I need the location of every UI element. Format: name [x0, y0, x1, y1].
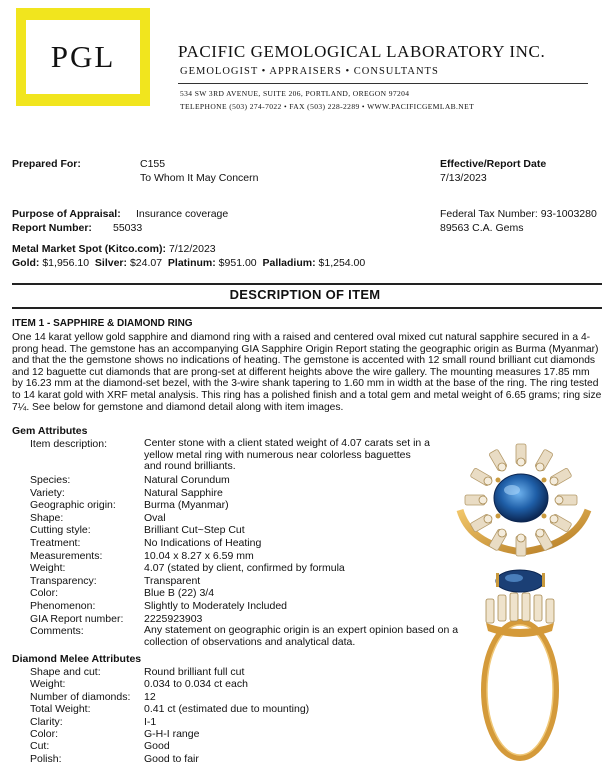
metal-spot-date: 7/12/2023 [168, 243, 216, 255]
item-description-line: Center stone with a client stated weight of 4.07 carats set in a [144, 437, 430, 449]
prepared-for-name: To Whom It May Concern [140, 172, 259, 184]
melee-attribute-value: 0.41 ct (estimated due to mounting) [144, 703, 310, 716]
prepared-for-id: C155 [140, 158, 166, 170]
silver-value: $24.07 [129, 257, 163, 269]
gem-attribute-value: Natural Corundum [144, 474, 230, 486]
metal-spot-line [12, 243, 216, 255]
melee-attribute-label: Total Weight: [30, 703, 91, 716]
gem-attribute-value: Brilliant Cut~Step Cut [144, 524, 245, 537]
platinum-value: $951.00 [218, 257, 257, 269]
federal-tax-number: Federal Tax Number: 93-1003280 [440, 208, 597, 220]
description-top-rule [12, 283, 602, 285]
gem-attribute-label: Weight: [30, 562, 66, 575]
lab-address: 534 SW 3RD AVENUE, SUITE 206, PORTLAND, OREGON 97204 [180, 89, 410, 98]
melee-attribute-value: Round brilliant full cut [144, 666, 245, 678]
gem-attribute-label: GIA Report number: [30, 612, 124, 625]
gem-attribute-value: 10.04 x 8.27 x 6.59 mm [144, 549, 254, 562]
item-description-line: yellow metal ring with numerous near colorless baguettes [144, 448, 411, 461]
report-number-value: 55033 [113, 222, 143, 234]
palladium-label: Palladium: [262, 257, 316, 269]
gem-attribute-value: Natural Sapphire [144, 486, 223, 499]
gem-attribute-label: Phenomenon: [30, 600, 96, 612]
comments-value [144, 625, 474, 648]
melee-attribute-label: Number of diamonds: [30, 690, 131, 703]
description-bottom-rule [12, 307, 602, 309]
purpose-value: Insurance coverage [136, 208, 229, 220]
platinum-label: Platinum: [167, 257, 216, 269]
ring-side-view-image [468, 565, 573, 765]
item-title: ITEM 1 - SAPPHIRE & DIAMOND RING [12, 318, 193, 329]
lab-name: PACIFIC GEMOLOGICAL LABORATORY INC. [178, 42, 546, 61]
melee-attribute-label: Color: [30, 728, 59, 740]
melee-attribute-label: Cut: [30, 740, 50, 753]
melee-attribute-value: 0.034 to 0.034 ct each [144, 678, 248, 691]
comments-line: Any statement on geographic origin is an expert opinion based on a [144, 624, 459, 636]
melee-attribute-label: Shape and cut: [30, 666, 101, 678]
melee-attributes-title: Diamond Melee Attributes [12, 653, 142, 665]
gem-attribute-label: Color: [30, 587, 59, 600]
melee-attribute-value: Good [144, 740, 170, 753]
gem-attribute-label: Shape: [30, 511, 64, 524]
header-divider [178, 83, 588, 84]
gem-attribute-label: Treatment: [30, 537, 81, 549]
gem-attribute-value: Oval [144, 511, 166, 524]
melee-attribute-value: Good to fair [144, 752, 199, 765]
melee-attribute-label: Weight: [30, 678, 66, 691]
pgl-logo [16, 8, 150, 106]
gem-attribute-value: Burma (Myanmar) [144, 499, 229, 512]
melee-attribute-label: Polish: [30, 752, 62, 765]
prepared-for-label: Prepared For: [12, 158, 81, 170]
item-description-label: Item description: [30, 438, 108, 450]
logo-text: PGL [50, 39, 116, 74]
item-description-paragraph: One 14 karat yellow gold sapphire and diamond ring with a raised and centered oval mixed cut natural sapphire secured in a 4-prong head. The gemstone has an accompanying GIA Sapphire Origin Report stating the geographic origin as Burma (Myanmar) and that the the gemstone shows no indications of heating. The gemstone is accented with 12 small round brilliant cut diamonds and 12 baguette cut diamonds that are prong-set at different heights above the wire gallery. The mounting measures 17.85 mm by 16.23 mm at the diamond-set bezel, with the 3-wire shank tapering to 1.60 mm in width at the base of the ring. The ring tested to 14 karat gold with XRF metal analysis. This ring has a polished finish and a total gem and metal weight of 6.65 grams; ring size 7¼. See below for gemstone and diamond detail along with item images. [12, 332, 602, 413]
gem-attribute-value: 2225923903 [144, 612, 203, 625]
gem-attribute-value: No Indications of Heating [144, 537, 262, 549]
metal-prices-line [12, 257, 365, 269]
lab-subtitle: GEMOLOGIST • APPRAISERS • CONSULTANTS [180, 66, 439, 77]
report-date-label: Effective/Report Date [440, 158, 547, 170]
gems-id: 89563 C.A. Gems [440, 222, 524, 234]
melee-attribute-label: Clarity: [30, 715, 63, 728]
comments-line: collection of observations and analytical data. [144, 635, 356, 648]
gem-attribute-label: Measurements: [30, 549, 103, 562]
gem-attribute-value: Transparent [144, 574, 201, 587]
gem-attribute-value: Blue B (22) 3/4 [144, 587, 215, 600]
purpose-label: Purpose of Appraisal: [12, 208, 121, 220]
gem-attribute-label: Transparency: [30, 574, 97, 587]
report-number-label: Report Number: [12, 222, 92, 234]
gold-value: $1,956.10 [42, 257, 90, 269]
comments-label: Comments: [30, 625, 84, 637]
gem-attribute-value: Slightly to Moderately Included [144, 600, 287, 612]
report-date-value: 7/13/2023 [440, 172, 487, 184]
description-title: DESCRIPTION OF ITEM [229, 287, 381, 302]
gem-attribute-label: Geographic origin: [30, 499, 116, 512]
melee-attribute-value: 12 [144, 690, 156, 703]
palladium-value: $1,254.00 [318, 257, 366, 269]
gem-attribute-label: Variety: [30, 486, 65, 499]
gem-attributes-title: Gem Attributes [12, 425, 88, 437]
gem-attribute-value: 4.07 (stated by client, confirmed by formula [144, 562, 345, 575]
metal-spot-label: Metal Market Spot (Kitco.com): [12, 243, 167, 255]
item-description-value [144, 438, 474, 473]
silver-label: Silver: [94, 257, 128, 269]
lab-contact: TELEPHONE (503) 274-7022 • FAX (503) 228-2289 • WWW.PACIFICGEMLAB.NET [180, 102, 475, 111]
gem-attribute-label: Species: [30, 474, 71, 486]
melee-attribute-value: G-H-I range [144, 728, 200, 740]
gold-label: Gold: [12, 257, 40, 269]
melee-attribute-value: I-1 [144, 715, 157, 728]
item-description-line: and round brilliants. [144, 460, 236, 473]
gem-attribute-label: Cutting style: [30, 524, 91, 537]
ring-top-view-image [450, 440, 595, 560]
